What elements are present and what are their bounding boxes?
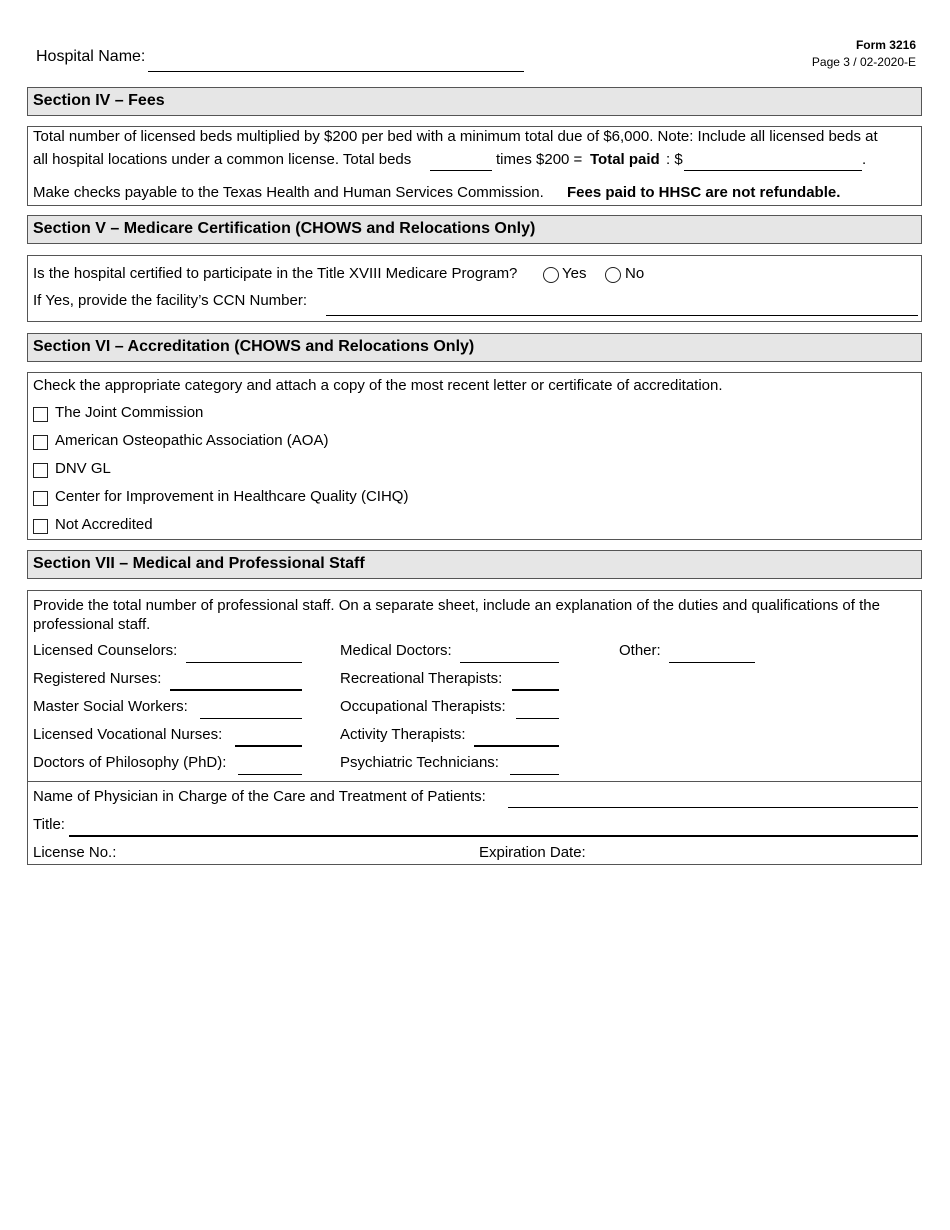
lvn-field[interactable] — [235, 745, 302, 747]
fees-text-line1: Total number of licensed beds multiplied by $200 per bed with a minimum total due of $6,000. Note: Include all licensed beds at — [33, 128, 878, 145]
not-refundable-text: Fees paid to HHSC are not refundable. — [567, 184, 841, 201]
phd-label: Doctors of Philosophy (PhD): — [33, 754, 227, 771]
section-4-title: Section IV – Fees — [27, 87, 922, 116]
medicare-yes-label: Yes — [562, 265, 587, 282]
recreational-therapists-label: Recreational Therapists: — [340, 670, 503, 687]
section-5-title: Section V – Medicare Certification (CHOWS and Relocations Only) — [27, 215, 922, 244]
activity-therapists-label: Activity Therapists: — [340, 726, 466, 743]
registered-nurses-field[interactable] — [170, 689, 302, 691]
medical-doctors-label: Medical Doctors: — [340, 642, 452, 659]
option-cihq: Center for Improvement in Healthcare Quality (CIHQ) — [55, 488, 409, 505]
ccn-label: If Yes, provide the facility’s CCN Number: — [33, 292, 308, 309]
total-paid-field[interactable] — [684, 170, 862, 171]
checkbox-dnv-gl[interactable] — [33, 463, 48, 478]
fees-text-line2c: : $ — [666, 151, 683, 168]
title-field[interactable] — [69, 835, 918, 837]
section-6-box — [27, 372, 922, 540]
hospital-name-label: Hospital Name: — [36, 48, 146, 65]
expiration-date-label: Expiration Date: — [479, 844, 586, 861]
fees-text-line2b: times $200 = — [496, 151, 583, 168]
other-field[interactable] — [669, 662, 755, 663]
medical-doctors-field[interactable] — [460, 662, 559, 663]
hospital-name-field[interactable] — [148, 71, 524, 72]
medicare-no-label: No — [625, 265, 645, 282]
staff-instruction-line1: Provide the total number of professional staff. On a separate sheet, include an explanation of the duties and qualifications of the — [33, 597, 880, 614]
staff-instruction-line2: professional staff. — [33, 616, 151, 633]
other-label: Other: — [619, 642, 661, 659]
physician-label: Name of Physician in Charge of the Care and Treatment of Patients: — [33, 788, 486, 805]
checks-payable-text: Make checks payable to the Texas Health and Human Services Commission. — [33, 184, 544, 201]
option-aoa: American Osteopathic Association (AOA) — [55, 432, 329, 449]
medicare-no-radio[interactable] — [605, 267, 621, 283]
option-not-accredited: Not Accredited — [55, 516, 153, 533]
activity-therapists-field[interactable] — [474, 745, 559, 747]
physician-field[interactable] — [508, 807, 918, 808]
occupational-therapists-field[interactable] — [516, 718, 559, 719]
option-dnv-gl: DNV GL — [55, 460, 111, 477]
option-joint-commission: The Joint Commission — [55, 404, 204, 421]
checkbox-cihq[interactable] — [33, 491, 48, 506]
phd-field[interactable] — [238, 774, 302, 775]
lvn-label: Licensed Vocational Nurses: — [33, 726, 223, 743]
total-beds-field[interactable] — [430, 170, 492, 171]
fees-text-period: . — [862, 151, 867, 168]
checkbox-joint-commission[interactable] — [33, 407, 48, 422]
divider — [27, 781, 922, 782]
master-social-workers-label: Master Social Workers: — [33, 698, 188, 715]
licensed-counselors-label: Licensed Counselors: — [33, 642, 178, 659]
fees-text-line2a: all hospital locations under a common license. Total beds — [33, 151, 412, 168]
checkbox-aoa[interactable] — [33, 435, 48, 450]
registered-nurses-label: Registered Nurses: — [33, 670, 162, 687]
total-paid-label: Total paid — [590, 151, 660, 168]
section-6-title: Section VI – Accreditation (CHOWS and Relocations Only) — [27, 333, 922, 362]
medicare-question: Is the hospital certified to participate in the Title XVIII Medicare Program? — [33, 265, 518, 282]
accreditation-instruction: Check the appropriate category and attach a copy of the most recent letter or certificate of accreditation. — [33, 377, 723, 394]
form-number: Form 3216 — [855, 38, 916, 52]
section-7-title: Section VII – Medical and Professional Staff — [27, 550, 922, 579]
checkbox-not-accredited[interactable] — [33, 519, 48, 534]
title-label: Title: — [33, 816, 65, 833]
medicare-yes-radio[interactable] — [543, 267, 559, 283]
master-social-workers-field[interactable] — [200, 718, 302, 719]
recreational-therapists-field[interactable] — [512, 689, 559, 691]
psychiatric-technicians-label: Psychiatric Technicians: — [340, 754, 499, 771]
licensed-counselors-field[interactable] — [186, 662, 302, 663]
ccn-field[interactable] — [326, 315, 918, 316]
occupational-therapists-label: Occupational Therapists: — [340, 698, 506, 715]
page-info: Page 3 / 02-2020-E — [811, 55, 916, 69]
license-label: License No.: — [33, 844, 117, 861]
psychiatric-technicians-field[interactable] — [510, 774, 559, 775]
